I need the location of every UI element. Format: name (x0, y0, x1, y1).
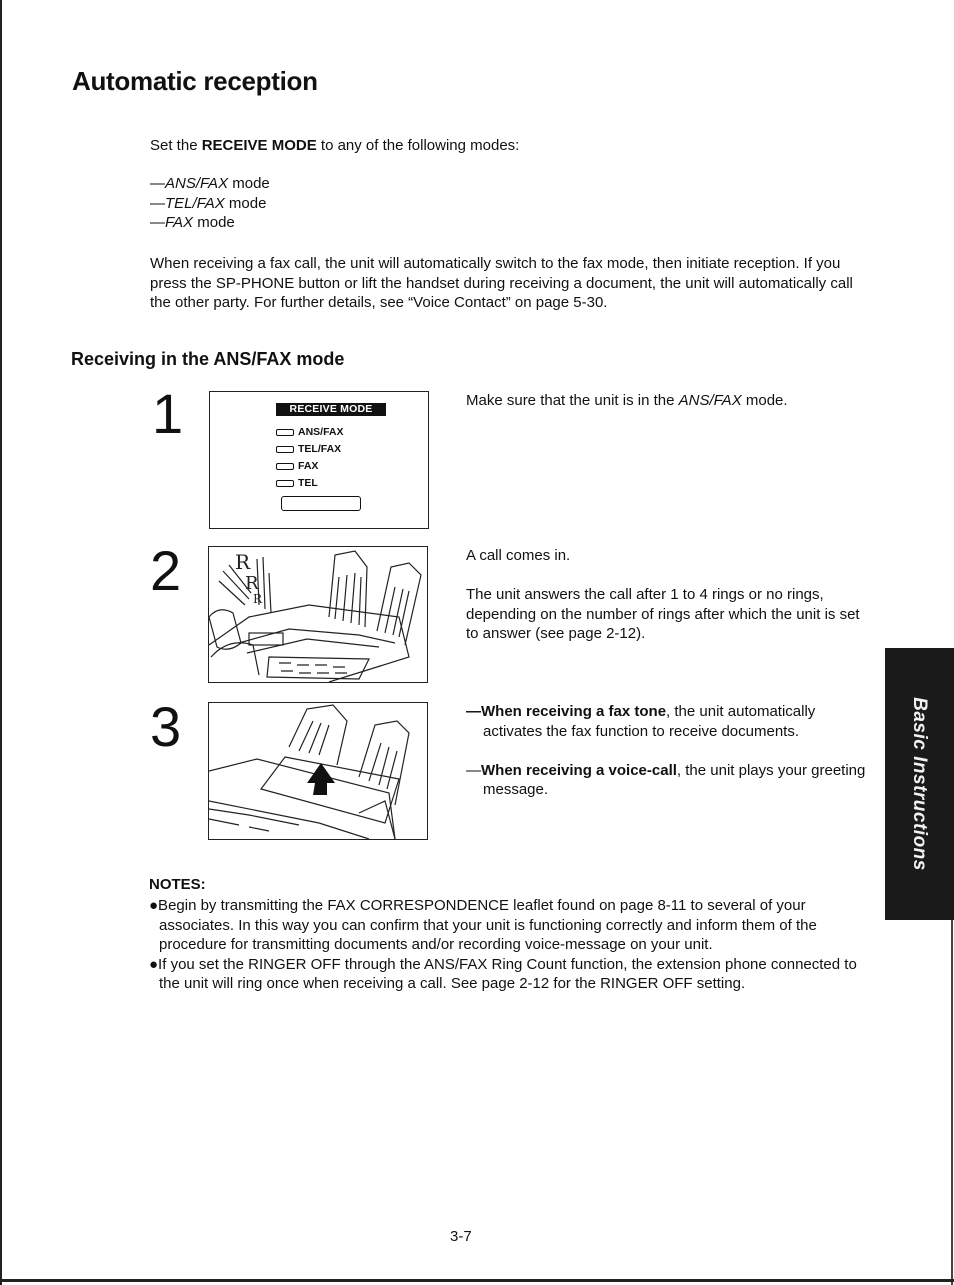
lcd-header: RECEIVE MODE (276, 403, 386, 416)
step-3-text (466, 702, 866, 800)
step-2-text: A call comes in. The unit answers the call after 1 to 4 rings or no rings, depending on the number of rings after which the unit is set to answer (see page 2-12). (466, 547, 860, 642)
step-1-text: Make sure that the unit is in the ANS/FAX mode. (466, 392, 788, 409)
ring-letter: R (235, 550, 251, 574)
mode-item: —FAX mode (150, 214, 235, 231)
mode-item: —ANS/FAX mode (150, 175, 270, 192)
notes-heading: NOTES: (149, 876, 206, 893)
receive-mode-button-icon (281, 496, 361, 511)
side-tab-label: Basic Instructions (909, 697, 930, 871)
fax-tone-item: —When receiving a fax tone, the unit automatically activates the fax function to receive documents. (466, 703, 816, 740)
fax-machine-receiving-icon (209, 703, 427, 839)
note-item: ●If you set the RINGER OFF through the ANS/FAX Ring Count function, the extension phone connected to the unit will ring once when receiving a call. See page 2-12 for the RINGER OFF setting. (149, 955, 857, 992)
mode-list (150, 174, 270, 233)
voice-call-item: —When receiving a voice-call, the unit plays your greeting message. (466, 761, 866, 798)
step-number-1: 1 (152, 382, 184, 445)
lcd-option: FAX (276, 459, 318, 473)
page-border-bottom (0, 1279, 954, 1282)
lcd-option: ANS/FAX (276, 425, 344, 439)
fax-receiving-illustration (208, 702, 428, 840)
section-title: Receiving in the ANS/FAX mode (71, 349, 345, 369)
lcd-display-figure (209, 391, 429, 529)
step-number-3: 3 (150, 695, 182, 758)
step-number-2: 2 (150, 539, 182, 602)
option-box-icon (276, 480, 294, 487)
page-title: Automatic reception (72, 66, 318, 96)
receive-mode-term: RECEIVE MODE (201, 137, 317, 154)
page-border-right (951, 920, 953, 1285)
option-box-icon (276, 463, 294, 470)
intro-text: Set the RECEIVE MODE to any of the following modes: (150, 137, 520, 154)
feed-direction-arrow-icon (307, 763, 335, 795)
side-tab (885, 648, 954, 920)
mode-item: —TEL/FAX mode (150, 194, 267, 212)
notes-list (149, 896, 859, 994)
page-number: 3-7 (450, 1228, 472, 1245)
fax-ringing-illustration (208, 546, 428, 683)
lcd-option: TEL (276, 476, 318, 490)
page-border-left (0, 0, 2, 1285)
ring-letter: R (245, 573, 259, 594)
note-item: ●Begin by transmitting the FAX CORRESPONDENCE leaflet found on page 8-11 to several of your associates. In this way you can confirm that your unit is functioning correctly and inform them of the procedure for transmitting documents and/or recording voice-message on your unit. (149, 897, 817, 953)
lcd-option: TEL/FAX (276, 442, 341, 456)
option-box-icon (276, 446, 294, 453)
option-box-icon (276, 429, 294, 436)
ring-letter: R (253, 592, 263, 606)
fax-machine-ringing-icon (209, 547, 427, 682)
description-paragraph: When receiving a fax call, the unit will automatically switch to the fax mode, then initiate reception. If you press the SP-PHONE button or lift the handset during receiving a document, the unit will automatically call the other party. For further details, see “Voice Contact” on page 5-30. (150, 255, 853, 311)
